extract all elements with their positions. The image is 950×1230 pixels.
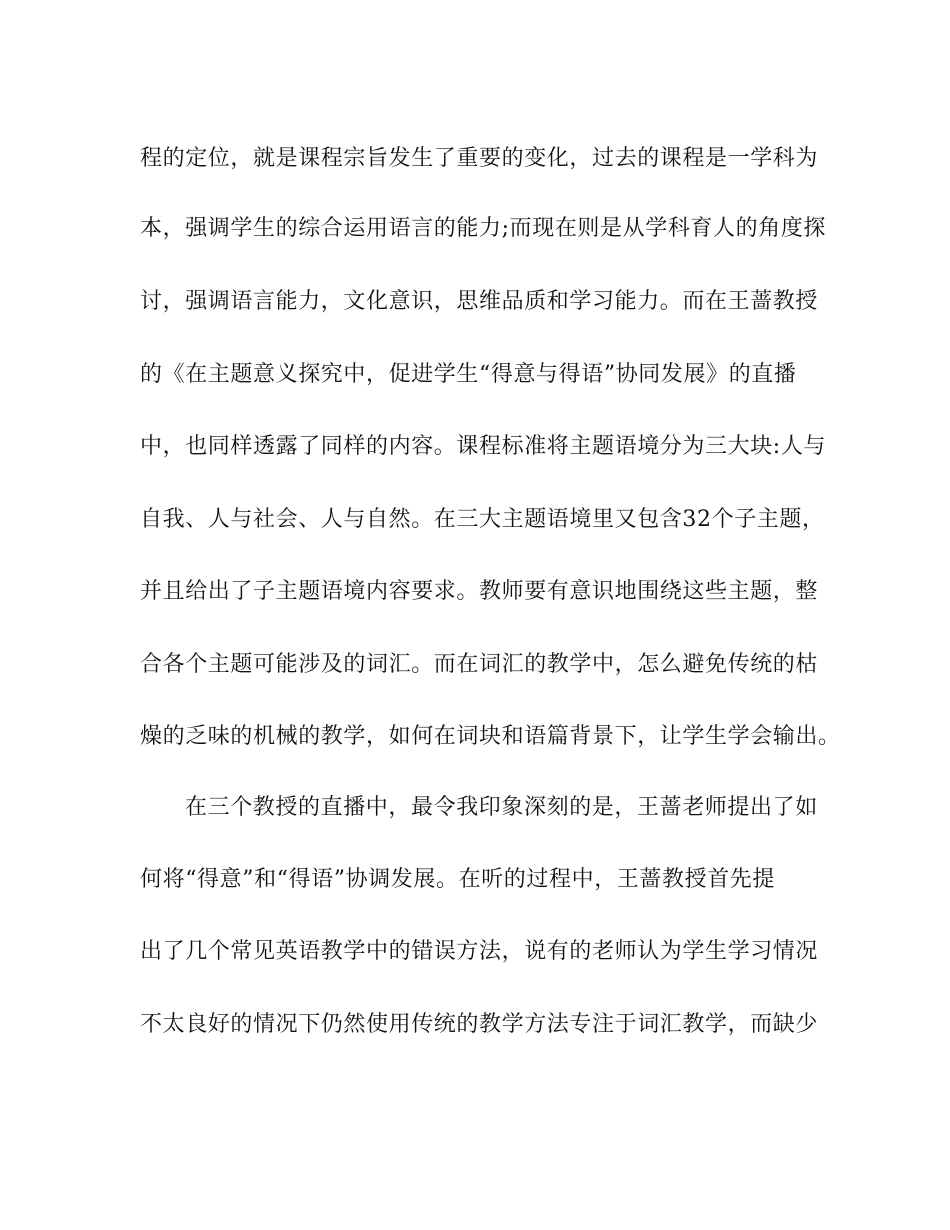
text-line: 讨，强调语言能力，文化意识，思维品质和学习能力。而在王蔷教授 [140, 289, 819, 314]
text-line: 中，也同样透露了同样的内容。课程标准将主题语境分为三大块:人与 [140, 434, 827, 459]
text-line: 自我、人与社会、人与自然。在三大主题语境里又包含32个子主题， [140, 507, 825, 532]
text-line: 出了几个常见英语教学中的错误方法，说有的老师认为学生学习情况 [140, 939, 819, 964]
text-line: 何将“得意”和“得语”协调发展。在听的过程中，王蔷教授首先提 [140, 867, 775, 892]
text-line: 合各个主题可能涉及的词汇。而在词汇的教学中，怎么避免传统的枯 [140, 652, 819, 677]
text-line: 燥的乏味的机械的教学，如何在词块和语篇背景下，让学生学会输出。 [140, 724, 841, 749]
text-line: 本，强调学生的综合运用语言的能力;而现在则是从学科育人的角度探 [140, 216, 827, 241]
paragraph-first-line: 在三个教授的直播中，最令我印象深刻的是，王蔷老师提出了如 [185, 795, 818, 820]
text-line: 程的定位，就是课程宗旨发生了重要的变化，过去的课程是一学科为 [140, 146, 819, 171]
text-line: 不太良好的情况下仍然使用传统的教学方法专注于词汇教学，而缺少 [140, 1012, 819, 1037]
text-line: 并且给出了子主题语境内容要求。教师要有意识地围绕这些主题，整 [140, 579, 819, 604]
text-line: 的《在主题意义探究中，促进学生“得意与得语”协同发展》的直播 [140, 362, 797, 387]
